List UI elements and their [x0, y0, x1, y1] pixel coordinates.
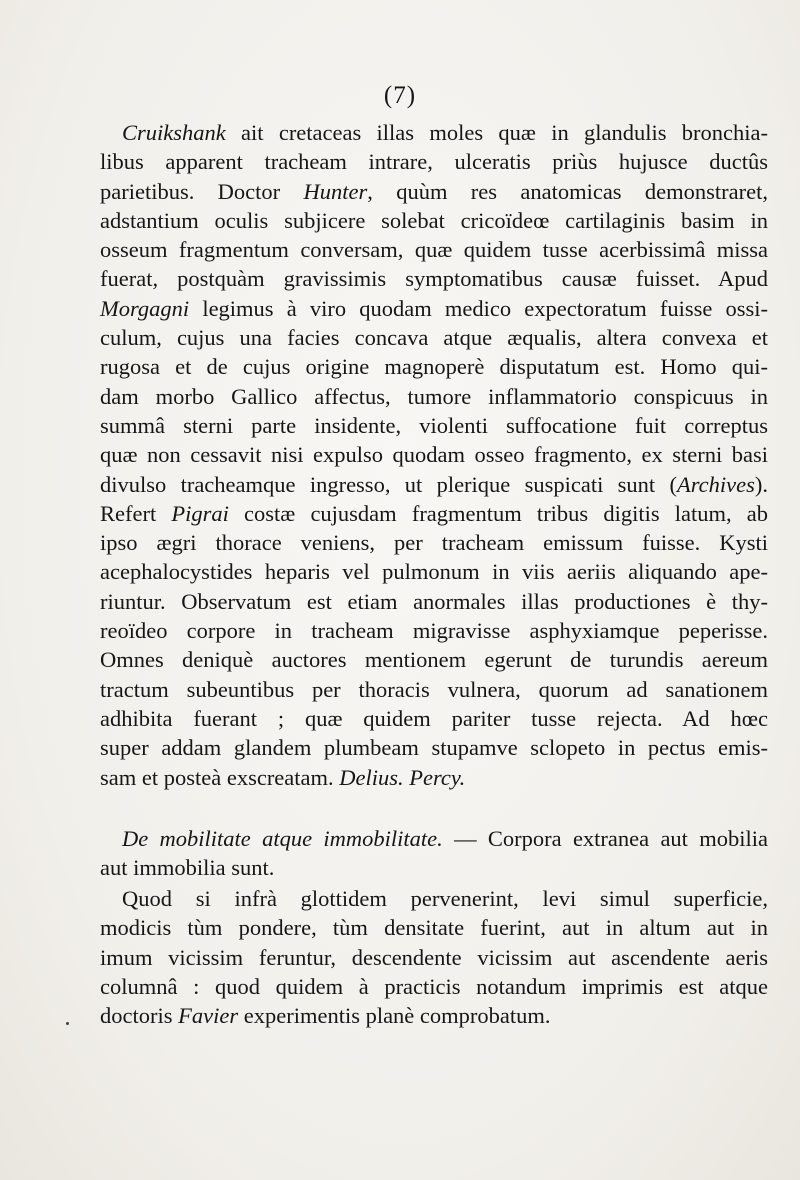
italic-text: Delius. Percy. — [339, 764, 466, 790]
text-segment: costæ cujusdam fragmentum tribus digitis latum, ab — [228, 500, 769, 526]
italic-text: Hunter — [303, 178, 368, 204]
text-segment: quæ non cessavit nisi expulso quodam osseo fragmento, ex sterni basi — [100, 442, 768, 468]
text-segment: Refert — [100, 500, 172, 526]
text-line — [100, 913, 768, 942]
text-segment: osseum fragmentum conversam, quæ quidem tusse acerbissimâ missa — [100, 237, 768, 263]
text-line — [100, 675, 768, 704]
text-segment: divulso tracheamque ingresso, ut plerique suspicati sunt ( — [100, 471, 677, 497]
text-segment: aut immobilia sunt. — [100, 855, 275, 881]
text-segment: acephalocystides heparis vel pulmonum in viis aeriis aliquando ape- — [100, 559, 768, 585]
text-line — [100, 733, 768, 762]
text-segment: Omnes deniquè auctores mentionem egerunt de turundis aereum — [100, 647, 768, 673]
text-segment: rugosa et de cujus origine magnoperè disputatum est. Homo qui- — [100, 354, 768, 380]
text-segment: summâ sterni parte insidente, violenti suffocatione fuit correptus — [100, 412, 768, 438]
text-segment: reoïdeo corpore in tracheam migravisse asphyxiamque peperisse. — [100, 618, 768, 644]
text-line — [100, 440, 768, 469]
paragraph-foreign-bodies-expelled — [100, 118, 768, 792]
text-segment: riuntur. Observatum est etiam anormales illas productiones è thy- — [100, 588, 768, 614]
text-line — [100, 264, 768, 293]
text-segment: doctoris — [100, 1003, 179, 1029]
text-line — [100, 118, 768, 147]
text-line — [100, 499, 768, 528]
text-segment: adhibita fuerant ; quæ quidem pariter tusse rejecta. Ad hœc — [100, 705, 768, 731]
text-segment: Quod si infrà glottidem pervenerint, levi simul superficie, — [122, 886, 768, 911]
text-line — [100, 177, 768, 206]
text-line — [100, 411, 768, 440]
text-segment: ). — [754, 471, 768, 497]
text-segment: ait cretaceas illas moles quæ in glandulis bronchia- — [225, 120, 768, 145]
text-segment: ipso ægri thorace veniens, per tracheam emissum fuisse. Kysti — [100, 530, 768, 556]
text-segment: dam morbo Gallico affectus, tumore inflammatorio conspicuus in — [100, 383, 768, 409]
text-line — [100, 972, 768, 1001]
text-segment: — Corpora extranea aut mobilia — [442, 826, 768, 851]
text-line — [100, 943, 768, 972]
italic-text: Cruikshank — [122, 120, 226, 145]
paragraph-mobility-heading — [100, 824, 768, 883]
text-segment: columnâ : quod quidem à practicis notandum imprimis est atque — [100, 973, 768, 999]
text-segment: experimentis planè comprobatum. — [238, 1003, 551, 1029]
text-segment: fuerat, postquàm gravissimis symptomatibus causæ fuisset. Apud — [100, 266, 768, 292]
text-segment: imum vicissim feruntur, descendente vicissim aut ascendente aeris — [100, 944, 768, 970]
text-segment: libus apparent tracheam intrare, ulceratis priùs hujusce ductûs — [100, 149, 768, 175]
text-line — [100, 587, 768, 616]
text-segment: parietibus. Doctor — [100, 178, 304, 204]
text-line — [100, 147, 768, 176]
italic-text: Favier — [178, 1003, 239, 1029]
text-line — [100, 1001, 768, 1030]
text-line — [100, 235, 768, 264]
text-segment: tractum subeuntibus per thoracis vulnera, quorum ad sanationem — [100, 676, 768, 702]
text-line — [100, 853, 768, 882]
text-line — [100, 352, 768, 381]
text-segment: culum, cujus una facies concava atque æqualis, altera convexa et — [100, 325, 768, 351]
text-line — [100, 528, 768, 557]
text-segment: adstantium oculis subjicere solebat cricoïdeœ cartilaginis basim in — [100, 207, 768, 233]
italic-text: Archives — [676, 471, 755, 497]
text-line — [100, 616, 768, 645]
text-segment: legimus à viro quodam medico expectoratum fuisse ossi- — [189, 295, 768, 321]
italic-text: De mobilitate atque immobilitate. — [122, 826, 443, 851]
text-line — [100, 206, 768, 235]
paragraph-below-glottis — [100, 884, 768, 1030]
italic-text: Pigrai — [171, 500, 229, 526]
page-number: (7) — [383, 82, 417, 109]
text-line — [100, 884, 768, 913]
ink-speck — [66, 1022, 69, 1025]
text-line — [100, 557, 768, 586]
text-line — [100, 645, 768, 674]
text-line — [100, 824, 768, 853]
text-segment: super addam glandem plumbeam stupamve sclopeto in pectus emis- — [100, 735, 768, 761]
text-line — [100, 323, 768, 352]
text-segment: sam et posteà exscreatam. — [100, 764, 340, 790]
italic-text: Morgagni — [100, 295, 190, 321]
text-line — [100, 382, 768, 411]
text-line — [100, 763, 768, 792]
text-line — [100, 294, 768, 323]
text-line — [100, 470, 768, 499]
text-segment: , quùm res anatomicas demonstraret, — [367, 178, 768, 204]
text-line — [100, 704, 768, 733]
text-segment: modicis tùm pondere, tùm densitate fuerint, aut in altum aut in — [100, 915, 768, 941]
